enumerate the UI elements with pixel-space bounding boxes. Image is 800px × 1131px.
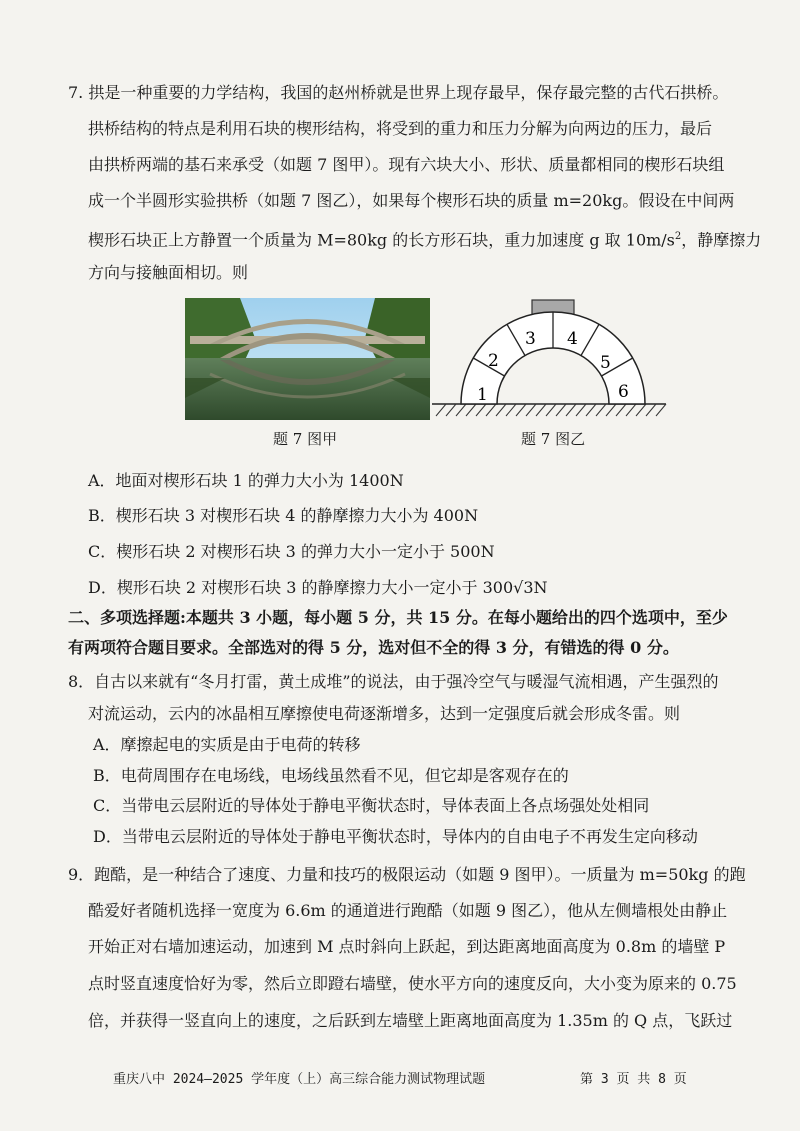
footer-school-title: 重庆八中 2024—2025 学年度（上）高三综合能力测试物理试题 (113, 1072, 486, 1087)
q7-line-6: 方向与接触面相切。则 (88, 263, 249, 282)
q7-line-1: 7. 拱是一种重要的力学结构，我国的赵州桥就是世界上现存最早，保存最完整的古代石拱桥。 (68, 83, 729, 102)
block-label-6: 6 (618, 382, 629, 402)
block-label-5: 5 (600, 353, 611, 373)
block-label-4: 4 (567, 329, 578, 349)
q8-option-c: C．当带电云层附近的导体处于静电平衡状态时，导体表面上各点场强处处相同 (93, 796, 650, 815)
q7-option-b: B．楔形石块 3 对楔形石块 4 的静摩擦力大小为 400N (88, 506, 479, 525)
semicircular-arch-diagram (432, 296, 670, 422)
q9-line-4: 点时竖直速度恰好为零，然后立即蹬右墙壁，使水平方向的速度反向，大小变为原来的 0.75 (88, 974, 737, 993)
q7-option-a: A．地面对楔形石块 1 的弹力大小为 1400N (88, 471, 404, 490)
section2-heading-line-1: 二、多项选择题:本题共 3 小题，每小题 5 分，共 15 分。在每小题给出的四个选项中，至少 (68, 608, 728, 627)
q9-line-2: 酷爱好者随机选择一宽度为 6.6m 的通道进行跑酷（如题 9 图乙），他从左侧墙根处由静止 (88, 901, 728, 920)
q9-line-5: 倍，并获得一竖直向上的速度，之后跃到左墙壁上距离地面高度为 1.35m 的 Q 点，飞跃过 (88, 1011, 733, 1030)
block-label-3: 3 (525, 329, 536, 349)
q8-option-a: A．摩擦起电的实质是由于电荷的转移 (93, 735, 361, 754)
q8-option-d: D．当带电云层附近的导体处于静电平衡状态时，导体内的自由电子不再发生定向移动 (93, 827, 698, 846)
q9-line-1: 9．跑酷，是一种结合了速度、力量和技巧的极限运动（如题 9 图甲）。一质量为 m=50kg 的跑 (68, 865, 746, 884)
footer-page-number: 第 3 页 共 8 页 (580, 1072, 687, 1087)
q7-option-d: D．楔形石块 2 对楔形石块 3 的静摩擦力大小一定小于 300√3N (88, 578, 548, 597)
q7-line-2: 拱桥结构的特点是利用石块的楔形结构，将受到的重力和压力分解为向两边的压力，最后 (88, 119, 713, 138)
block-label-2: 2 (488, 351, 499, 371)
q8-line-1: 8．自古以来就有“冬月打雷，黄土成堆”的说法，由于强冷空气与暖湿气流相遇，产生强烈的 (68, 672, 719, 691)
section2-heading-line-2: 有两项符合题目要求。全部选对的得 5 分，选对但不全的得 3 分，有错选的得 0 分。 (68, 638, 679, 657)
q8-option-b: B．电荷周围存在电场线，电场线虽然看不见，但它却是客观存在的 (93, 766, 569, 785)
q7-line-5: 楔形石块正上方静置一个质量为 M=80kg 的长方形石块，重力加速度 g 取 $10m/s^2$，静摩擦力 (88, 230, 762, 250)
fig7a-caption: 题 7 图甲 (273, 430, 338, 448)
q7-line-3: 由拱桥两端的基石来承受（如题 7 图甲）。现有六块大小、形状、质量都相同的楔形石块组 (88, 155, 725, 174)
q9-line-3: 开始正对右墙加速运动，加速到 M 点时斜向上跃起，到达距离地面高度为 0.8m 的墙壁 P (88, 937, 726, 956)
zhaozhou-bridge-photo (185, 298, 430, 420)
q7-option-c: C．楔形石块 2 对楔形石块 3 的弹力大小一定小于 500N (88, 542, 495, 561)
fig7b-caption: 题 7 图乙 (521, 430, 586, 448)
block-label-1: 1 (477, 385, 488, 405)
q8-line-2: 对流运动，云内的冰晶相互摩擦使电荷逐渐增多，达到一定强度后就会形成冬雷。则 (88, 704, 681, 723)
q7-line-4: 成一个半圆形实验拱桥（如题 7 图乙），如果每个楔形石块的质量 m=20kg。假设在中间两 (88, 191, 735, 210)
